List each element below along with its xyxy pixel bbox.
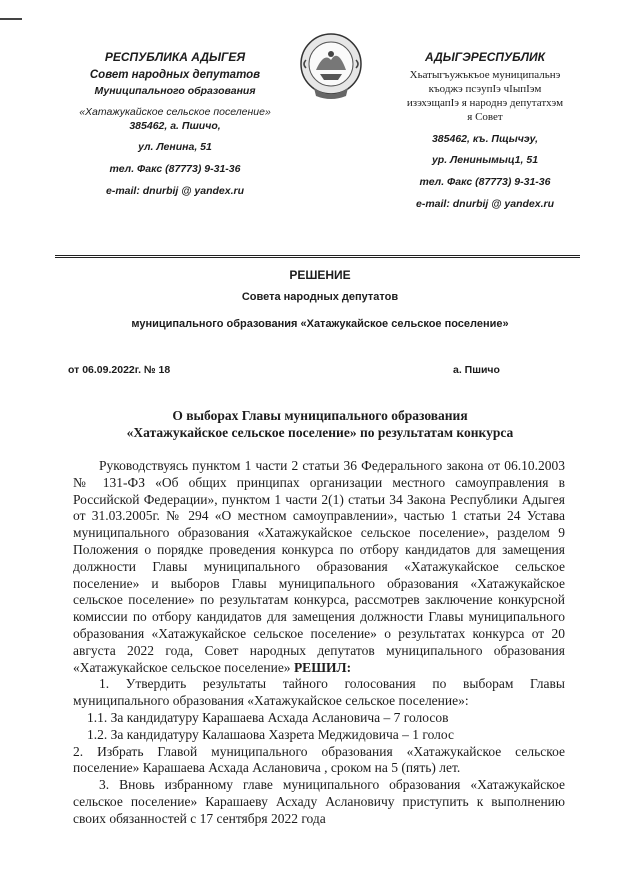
decision-council: Совета народных депутатов xyxy=(241,291,399,303)
subject-line-1: О выборах Главы муниципального образования xyxy=(172,408,468,423)
header-left-council: Совет народных депутатов xyxy=(89,68,261,81)
decision-date-number: от 06.09.2022г. № 18 xyxy=(68,364,171,376)
item-1: 1. Утвердить результаты тайного голосования по выборам Главы муниципального образования «Хатажукайское сельское поселение»: xyxy=(73,676,565,709)
header-left-settlement: «Хатажукайское сельское поселение» xyxy=(79,106,271,119)
subject-line-2: «Хатажукайское сельское поселение» по результатам конкурса xyxy=(126,424,514,440)
header-right-phone: тел. Факс (87773) 9-31-36 xyxy=(419,176,551,189)
header-left-phone: тел. Факс (87773) 9-31-36 xyxy=(109,163,241,176)
item-3: 3. Вновь избранному главе муниципального образования «Хатажукайское сельское поселение» Карашаеву Асхаду Аслановичу приступить к выполнению своих обязанностей с 17 сентября 2022 года xyxy=(73,777,565,826)
document-body xyxy=(73,458,565,828)
header-divider xyxy=(55,255,580,258)
item-1-2: 1.2. За кандидатуру Калашаова Хазрета Меджидовича – 1 голос xyxy=(87,726,454,742)
item-2: 2. Избрать Главой муниципального образования «Хатажукайское сельское поселение» Карашаева Асхада Аслановича , сроком на 5 (пять) лет. xyxy=(73,743,565,776)
header-right-email: e-mail: dnurbij @ yandex.ru xyxy=(415,197,554,210)
header-right-line4: я Совет xyxy=(467,111,503,124)
header-right-street: ур. Ленинымыц1, 51 xyxy=(431,154,539,167)
header-right xyxy=(370,50,600,211)
item-1-1: 1.1. За кандидатуру Карашаева Асхада Аслановича – 7 голосов xyxy=(87,709,449,725)
header-left-republic: РЕСПУБЛИКА АДЫГЕЯ xyxy=(104,50,246,64)
header-right-postal: 385462, къ. Пщычэу, xyxy=(431,132,539,145)
header-left xyxy=(45,50,305,198)
decision-municipality: муниципального образования «Хатажукайское сельское поселение» xyxy=(131,318,509,330)
header-right-republic: АДЫГЭРЕСПУБЛИК xyxy=(424,50,546,64)
header-right-line2: къоджэ псэупIэ чIыпIэм xyxy=(428,82,542,95)
resolved-label: РЕШИЛ: xyxy=(293,659,352,675)
header-right-line3: изэхэщапIэ я народнэ депутатхэм xyxy=(406,97,564,110)
header-left-street: ул. Ленина, 51 xyxy=(138,141,212,154)
preamble-paragraph xyxy=(73,458,565,676)
preamble-text: Руководствуясь пунктом 1 части 2 статьи 36 Федерального закона от 06.10.2003 № 131-ФЗ «Об общих принципах организации местного самоуправления в Российской Федерации», пунктом 1 части 2(1) статьи 34 Закона Республики Адыгея от 31.03.2005г. № 294 «О местном самоуправлении», частью 1 статьи 24 Устава муниципального образования «Хатажукайское сельское поселение», разделом 9 Положения о порядке проведения конкурса по отбору кандидатов для замещения должности Главы муниципального образования «Хатажукайское сельское поселение» и выборов Главы муниципального образования «Хатажукайское сельское поселение» по результатам конкурса, рассмотрев заключение конкурсной комиссии по отбору кандидатов для замещения должности Главы муниципального образования «Хатажукайское сельское поселение» о результатах конкурса от 20 августа 2022 года, Совет народных депутатов муниципального образования «Хатажукайское сельское поселение» xyxy=(73,458,565,675)
decision-title: РЕШЕНИЕ xyxy=(289,268,351,282)
header-left-email: e-mail: dnurbij @ yandex.ru xyxy=(105,184,244,197)
document-subject xyxy=(0,408,640,442)
decision-place: а. Пшичо xyxy=(453,364,500,376)
coat-of-arms-emblem xyxy=(296,30,366,102)
scan-edge-mark xyxy=(0,18,22,20)
header-right-line1: Хьатыгъужъкъое муниципальнэ xyxy=(409,68,561,81)
header-left-municipality: Муниципального образования xyxy=(94,84,256,97)
header-left-postal: 385462, а. Пшичо, xyxy=(129,119,221,132)
